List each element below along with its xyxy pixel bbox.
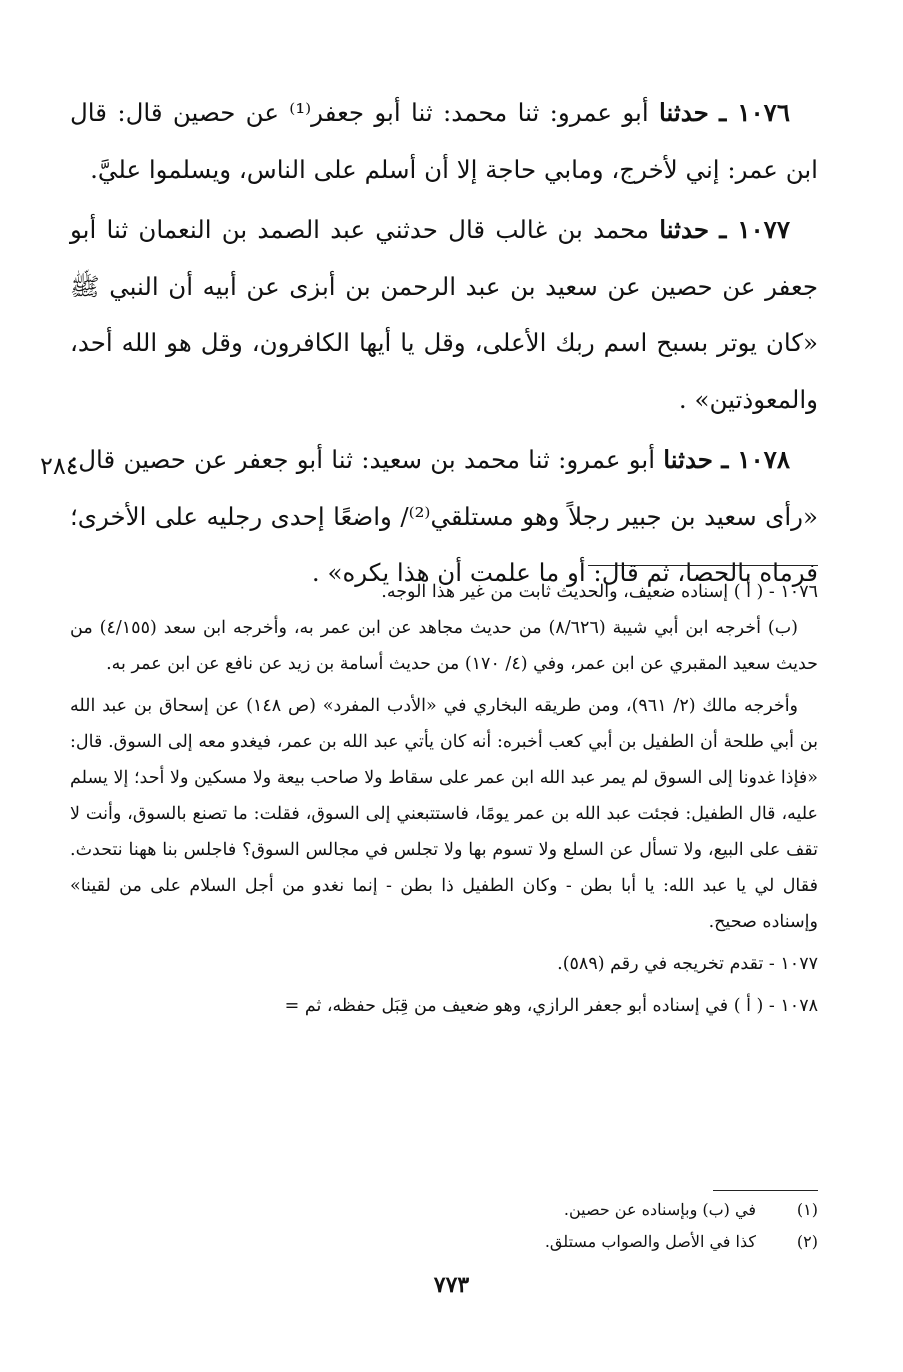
hadith-1076 [70, 85, 818, 198]
footnote-number: (٢) [796, 1232, 818, 1251]
note-1076-malik: وأخرجه مالك (٢/ ٩٦١)، ومن طريقه البخاري في «الأدب المفرد» (ص ١٤٨) عن إسحاق بن عبد الله بن أبي طلحة أن الطفيل بن أبي كعب أخبره: أنه كان يأتي عبد الله بن عمر، فيغدو معه إلى السوق. قال: «فإذا غدونا إلى السوق لم يمر عبد الله ابن عمر على سقاط ولا صاحب بيعة ولا مسكين ولا أحد؛ إلا يسلم عليه، قال الطفيل: فجئت عبد الله بن عمر يومًا، فاستتبعني إلى السوق، فقلت: ما تصنع بالسوق، وأنت لا تقف على البيع، ولا تسأل عن السلع ولا تسوم بها ولا تجلس في مجالس السوق؟ فاجلس بنا ههنا نتحدث. فقال لي يا عبد الله: يا أبا بطن - وكان الطفيل ذا بطن - إنما نغدو من أجل السلام على من لقينا» وإسناده صحيح. [70, 696, 818, 932]
hadith-1077 [70, 202, 818, 428]
hadith-lead: حدثنا [663, 445, 713, 474]
footnotes-divider [713, 1190, 818, 1191]
hadith-lead: حدثنا [659, 98, 709, 127]
footnote-1 [70, 1194, 818, 1226]
manuscript-page-ref: ٢٨٤ [40, 452, 79, 480]
commentary-notes [70, 574, 818, 1024]
footnote-text: كذا في الأصل والصواب مستلق. [544, 1232, 756, 1251]
footnote-text: في (ب) وبإسناده عن حصين. [563, 1200, 756, 1219]
hadith-text: محمد بن غالب قال حدثني عبد الصمد بن النعمان ثنا أبو جعفر عن حصين عن سعيد بن عبد الرحمن بن أبزى عن أبيه أن النبي ﷺ «كان يوتر بسبح اسم ربك الأعلى، وقل يا أيها الكافرون، وقل هو الله أحد، والمعوذتين» . [70, 215, 818, 414]
note-1078-a: ١٠٧٨ - ( أ ) في إسناده أبو جعفر الرازي، وهو ضعيف من قِبَل حفظه، ثم = [284, 996, 818, 1016]
footnote-number: (١) [796, 1200, 818, 1219]
footnotes [70, 1194, 818, 1258]
hadith-number: ١٠٧٦ ـ [719, 98, 790, 127]
hadith-number: ١٠٧٨ ـ [721, 445, 790, 474]
hadith-text: أبو عمرو: ثنا محمد بن سعيد: ثنا أبو جعفر عن حصين قال: «رأى سعيد بن جبير رجلاً وهو مستلقي⁽²⁾/ واضعًا إحدى رجليه على الأخرى؛ فرماه بالحصا، ثم قال: أو ما علمت أن هذا يكره» . [70, 445, 818, 587]
hadith-number: ١٠٧٧ ـ [719, 215, 790, 244]
note-1076-b: (ب) أخرجه ابن أبي شيبة (٨/٦٢٦) من حديث مجاهد عن ابن عمر به، وأخرجه ابن سعد (٤/١٥٥) من حديث سعيد المقبري عن ابن عمر، وفي (٤/ ١٧٠) من حديث أسامة بن زيد عن نافع عن ابن عمر به. [70, 618, 818, 674]
note-1076-a: ١٠٧٦ - ( أ ) إسناده ضعيف، والحديث ثابت من غير هذا الوجه. [381, 582, 818, 602]
page-number: ٧٧٣ [433, 1272, 470, 1298]
hadith-lead: حدثنا [659, 215, 709, 244]
main-text [70, 85, 818, 602]
footnote-2 [70, 1226, 818, 1258]
notes-divider [588, 565, 818, 566]
note-1077: ١٠٧٧ - تقدم تخريجه في رقم (٥٨٩). [557, 954, 818, 974]
hadith-text: أبو عمرو: ثنا محمد: ثنا أبو جعفر⁽¹⁾ عن حصين قال: قال ابن عمر: إني لأخرج، ومابي حاجة إلا أن أسلم على الناس، ويسلموا عليَّ. [70, 98, 818, 184]
